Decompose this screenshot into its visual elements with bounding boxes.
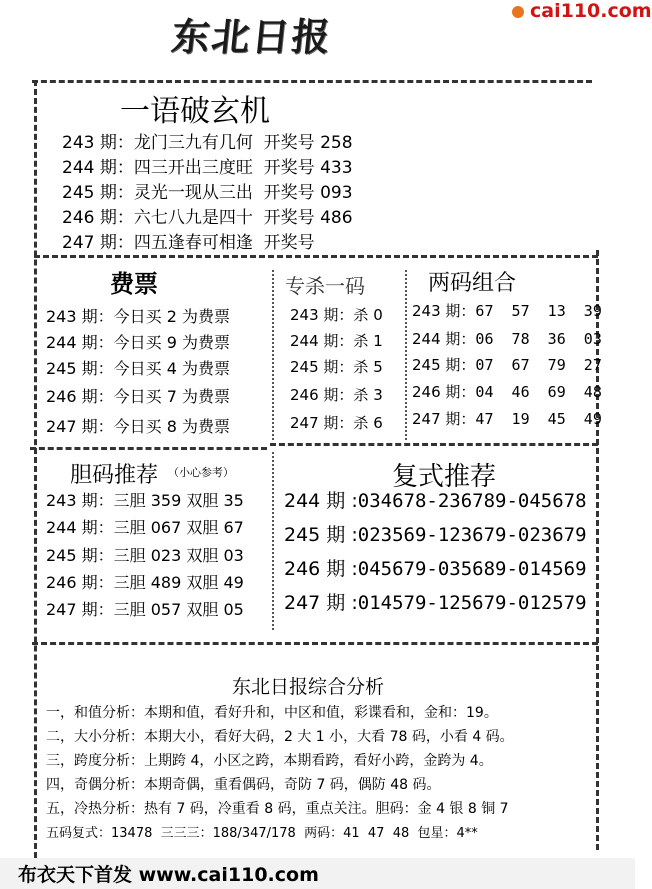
period-label: 245 期 xyxy=(46,359,98,378)
compound-values: 034678-236789-045678 xyxy=(357,490,587,512)
compound-row: 245 期 :023569-123679-023679 xyxy=(284,524,587,546)
frame-top xyxy=(32,80,592,83)
draw-label: 开奖号 xyxy=(263,158,315,178)
two-code-values: 04 46 69 48 xyxy=(475,383,602,401)
period-label: 243 期 xyxy=(62,133,117,153)
period-label: 244 期 xyxy=(284,490,346,512)
analysis-line: 五码复式：13478 三三三：188/347/178 两码：41 47 48 包星：4** xyxy=(46,826,478,841)
free-ticket-text: 今日买 2 为费票 xyxy=(113,307,231,326)
two-code-row: 244 期：06 78 36 03 xyxy=(412,330,602,348)
period-label: 245 期 xyxy=(284,524,346,546)
gall-title: 胆码推荐 xyxy=(70,463,159,488)
kill-one-text: 杀 0 xyxy=(353,306,383,324)
kill-one-text: 杀 5 xyxy=(353,358,383,376)
two-code-values: 47 19 45 49 xyxy=(475,410,602,428)
gall-text: 三胆 023 双胆 03 xyxy=(113,546,244,565)
period-label: 246 期 xyxy=(290,386,339,404)
analysis-line: 五，冷热分析：热有 7 码，冷重看 8 码，重点关注。胆码：金 4 银 8 铜 7 xyxy=(46,801,509,817)
free-ticket-row: 244 期：今日买 9 为费票 xyxy=(46,333,231,352)
period-label: 244 期 xyxy=(46,333,98,352)
riddle-text: 四五逢春可相逢 xyxy=(133,233,253,253)
free-ticket-text: 今日买 7 为费票 xyxy=(113,387,231,406)
period-label: 245 期 xyxy=(290,358,339,376)
period-label: 247 期 xyxy=(290,414,339,432)
draw-result: 258 xyxy=(320,133,353,153)
period-label: 244 期 xyxy=(62,158,117,178)
riddle-text: 四三开出三度旺 xyxy=(133,158,253,178)
masthead-title: 东北日报 xyxy=(169,15,334,59)
kill-one-text: 杀 3 xyxy=(353,386,383,404)
two-code-row: 245 期：07 67 79 27 xyxy=(412,356,602,374)
riddle-row: 243 期：龙门三九有几何 开奖号 258 xyxy=(62,133,353,153)
free-ticket-title: 费票 xyxy=(110,269,158,298)
divider-1 xyxy=(272,270,274,440)
free-ticket-row: 245 期：今日买 4 为费票 xyxy=(46,359,231,378)
free-ticket-text: 今日买 9 为费票 xyxy=(113,333,231,352)
kill-one-row: 246 期：杀 3 xyxy=(290,386,383,404)
riddle-text: 六七八九是四十 xyxy=(133,208,253,228)
period-label: 246 期 xyxy=(46,387,98,406)
kill-one-text: 杀 1 xyxy=(353,332,383,350)
period-label: 247 期 xyxy=(62,233,117,253)
compound-values: 014579-125679-012579 xyxy=(357,592,587,614)
period-label: 245 期 xyxy=(46,546,98,565)
gall-row: 246 期：三胆 489 双胆 49 xyxy=(46,573,244,592)
period-label: 247 期 xyxy=(284,592,346,614)
period-label: 244 期 xyxy=(290,332,339,350)
two-code-row: 247 期：47 19 45 49 xyxy=(412,410,602,428)
analysis-line: 一，和值分析：本期和值，看好升和，中区和值，彩谍看和，金和：19。 xyxy=(46,705,498,721)
kill-one-row: 247 期：杀 6 xyxy=(290,414,383,432)
riddle-text: 灵光一现从三出 xyxy=(133,183,253,203)
free-ticket-text: 今日买 8 为费票 xyxy=(113,417,231,436)
period-label: 243 期 xyxy=(290,306,339,324)
two-code-row: 243 期：67 57 13 39 xyxy=(412,302,602,320)
period-label: 244 期 xyxy=(46,518,98,537)
analysis-line: 四，奇偶分析：本期奇偶，重看偶码，奇防 7 码，偶防 48 码。 xyxy=(46,777,441,793)
gall-text: 三胆 057 双胆 05 xyxy=(113,600,244,619)
riddle-title: 一语破玄机 xyxy=(120,94,270,129)
gall-text: 三胆 489 双胆 49 xyxy=(113,573,244,592)
period-label: 246 期 xyxy=(62,208,117,228)
riddle-row: 245 期：灵光一现从三出 开奖号 093 xyxy=(62,183,353,203)
compound-row: 244 期 :034678-236789-045678 xyxy=(284,490,587,512)
two-code-values: 67 57 13 39 xyxy=(475,302,602,320)
free-ticket-row: 243 期：今日买 2 为费票 xyxy=(46,307,231,326)
analysis-title: 东北日报综合分析 xyxy=(232,676,385,698)
frame-mid-right xyxy=(270,443,598,446)
period-label: 246 期 xyxy=(412,383,461,401)
compound-row: 246 期 :045679-035689-014569 xyxy=(284,558,587,580)
frame-mid-left xyxy=(30,447,267,450)
draw-label: 开奖号 xyxy=(263,183,315,203)
analysis-line: 二，大小分析：本期大小，看好大码，2 大 1 小，大看 78 码，小看 4 码。 xyxy=(46,729,514,745)
kill-one-row: 245 期：杀 5 xyxy=(290,358,383,376)
frame-left xyxy=(34,80,37,858)
riddle-row: 246 期：六七八九是四十 开奖号 486 xyxy=(62,208,353,228)
period-label: 245 期 xyxy=(62,183,117,203)
compound-values: 045679-035689-014569 xyxy=(357,558,587,580)
two-code-row: 246 期：04 46 69 48 xyxy=(412,383,602,401)
gall-row: 244 期：三胆 067 双胆 67 xyxy=(46,518,244,537)
period-label: 243 期 xyxy=(412,302,461,320)
kill-one-text: 杀 6 xyxy=(353,414,383,432)
draw-label: 开奖号 xyxy=(263,133,315,153)
gall-text: 三胆 359 双胆 35 xyxy=(113,491,244,510)
kill-one-title: 专杀一码 xyxy=(285,274,365,298)
draw-result: 486 xyxy=(320,208,353,228)
free-ticket-row: 247 期：今日买 8 为费票 xyxy=(46,417,231,436)
period-label: 247 期 xyxy=(412,410,461,428)
footer-text[interactable]: 布衣天下首发 www.cai110.com xyxy=(18,864,319,886)
draw-label: 开奖号 xyxy=(263,208,315,228)
compound-values: 023569-123679-023679 xyxy=(357,524,587,546)
free-ticket-text: 今日买 4 为费票 xyxy=(113,359,231,378)
compound-title: 复式推荐 xyxy=(392,462,497,492)
divider-3 xyxy=(272,452,274,630)
divider-2 xyxy=(405,270,407,440)
compound-row: 247 期 :014579-125679-012579 xyxy=(284,592,587,614)
period-label: 246 期 xyxy=(46,573,98,592)
frame-riddle-bottom xyxy=(34,255,598,258)
period-label: 246 期 xyxy=(284,558,346,580)
gall-text: 三胆 067 双胆 67 xyxy=(113,518,244,537)
draw-label: 开奖号 xyxy=(263,233,315,253)
period-label: 247 期 xyxy=(46,600,98,619)
period-label: 244 期 xyxy=(412,330,461,348)
period-label: 243 期 xyxy=(46,307,98,326)
two-code-values: 07 67 79 27 xyxy=(475,356,602,374)
two-code-values: 06 78 36 03 xyxy=(475,330,602,348)
period-label: 245 期 xyxy=(412,356,461,374)
gall-row: 247 期：三胆 057 双胆 05 xyxy=(46,600,244,619)
site-brand[interactable]: cai110.com xyxy=(530,0,652,22)
riddle-text: 龙门三九有几何 xyxy=(133,133,253,153)
draw-result: 433 xyxy=(320,158,353,178)
two-code-title: 两码组合 xyxy=(428,271,517,296)
gall-row: 245 期：三胆 023 双胆 03 xyxy=(46,546,244,565)
kill-one-row: 243 期：杀 0 xyxy=(290,306,383,324)
riddle-row: 247 期：四五逢春可相逢 开奖号 xyxy=(62,233,315,253)
period-label: 247 期 xyxy=(46,417,98,436)
period-label: 243 期 xyxy=(46,491,98,510)
gall-note: （小心参考） xyxy=(168,466,234,479)
kill-one-row: 244 期：杀 1 xyxy=(290,332,383,350)
riddle-row: 244 期：四三开出三度旺 开奖号 433 xyxy=(62,158,353,178)
analysis-line: 三，跨度分析：上期跨 4，小区之跨，本期看跨，看好小跨，金跨为 4。 xyxy=(46,753,493,769)
frame-analysis-top xyxy=(32,642,598,645)
gall-row: 243 期：三胆 359 双胆 35 xyxy=(46,491,244,510)
site-logo-icon xyxy=(512,6,524,18)
draw-result: 093 xyxy=(320,183,353,203)
free-ticket-row: 246 期：今日买 7 为费票 xyxy=(46,387,231,406)
